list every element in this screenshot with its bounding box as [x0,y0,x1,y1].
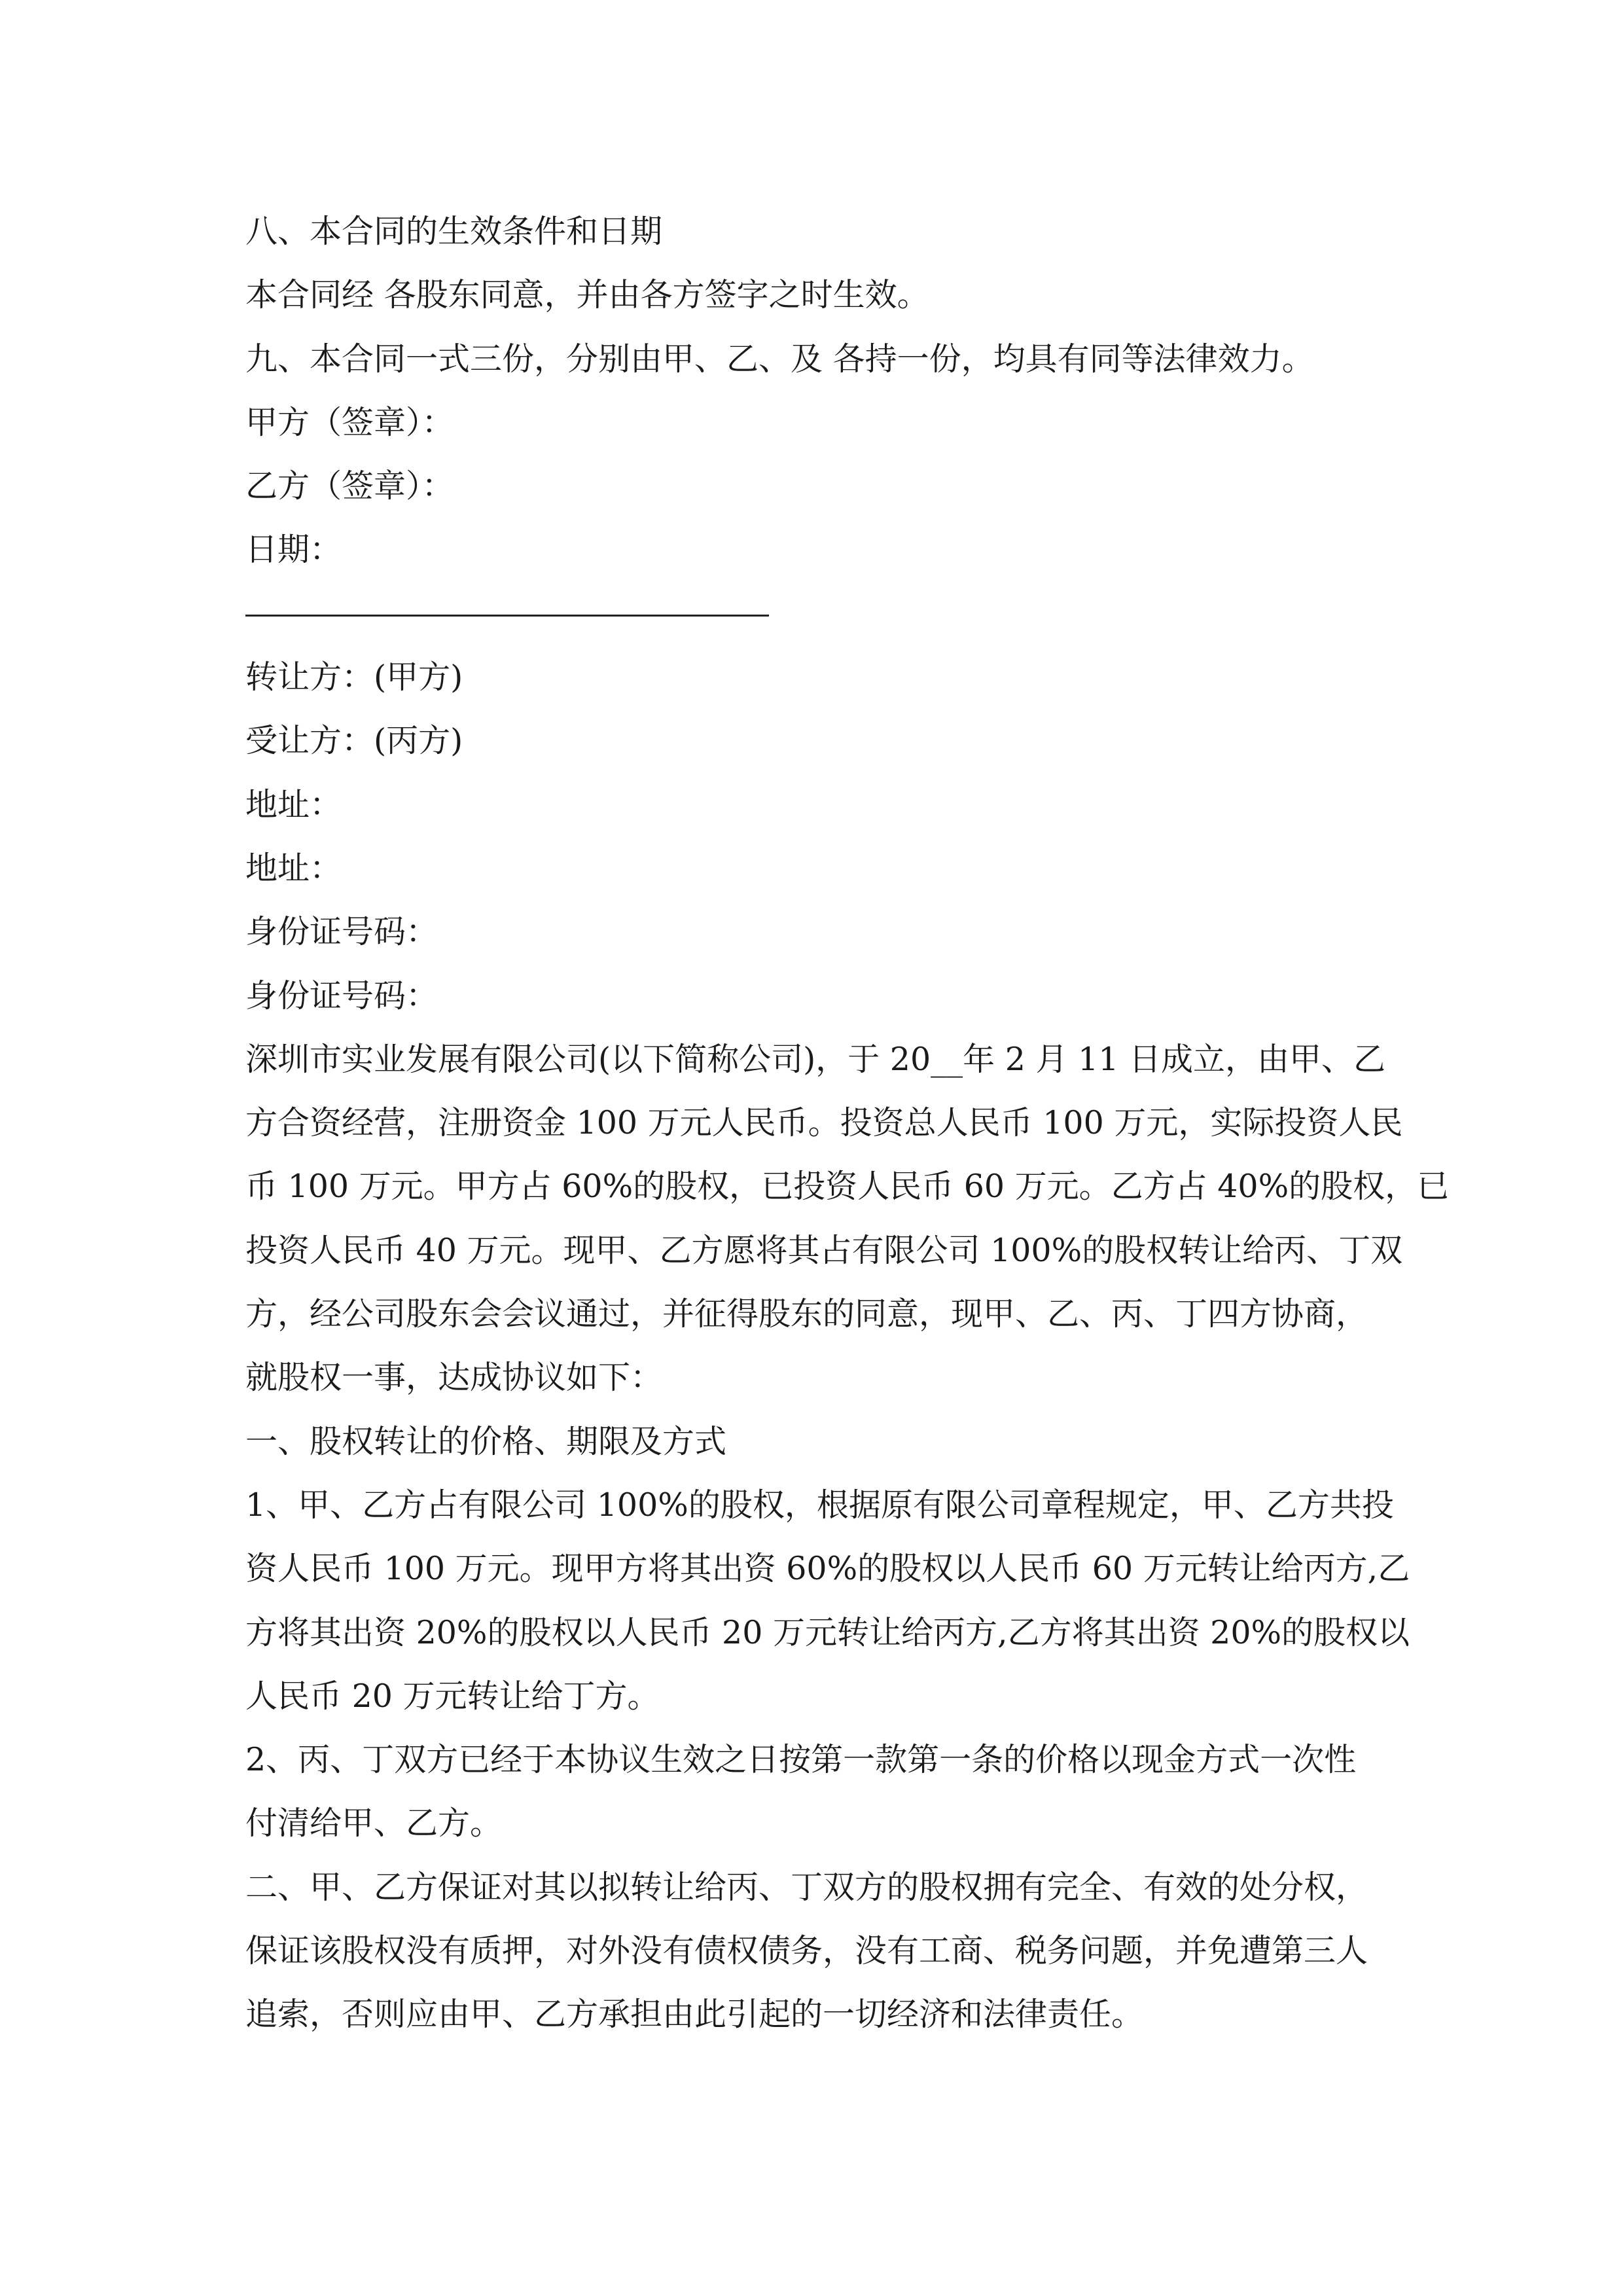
id-number-label-1: 身份证号码： [245,913,438,951]
clause-1-line: 资人民币 100 万元。现甲方将其出资 60%的股权以人民币 60 万元转让给丙方,乙 [245,1550,1410,1588]
section-divider [245,582,1387,645]
date-label: 日期： [245,531,342,569]
transferee-label: 受让方：(丙方) [245,722,463,760]
transferor-label: 转让方：(甲方) [245,658,463,696]
section-1-heading: 一、股权转让的价格、期限及方式 [245,1422,727,1460]
clause-2-line: 2、丙、丁双方已经于本协议生效之日按第一款第一条的价格以现金方式一次性 [245,1741,1357,1779]
clause-1-line: 1、甲、乙方占有限公司 100%的股权，根据原有限公司章程规定，甲、乙方共投 [245,1486,1394,1524]
party-a-signature-label: 甲方（签章）： [245,403,454,441]
party-b-signature-label: 乙方（签章）： [245,467,454,505]
intro-line: 投资人民币 40 万元。现甲、乙方愿将其占有限公司 100%的股权转让给丙、丁双 [245,1231,1403,1269]
id-number-label-2: 身份证号码： [245,977,438,1014]
clause-1-line: 方将其出资 20%的股权以人民币 20 万元转让给丙方,乙方将其出资 20%的股权以 [245,1613,1410,1651]
intro-line: 就股权一事，达成协议如下： [245,1359,663,1397]
clause-2-line: 付清给甲、乙方。 [245,1804,503,1842]
clause-1-paragraph [245,1473,1410,1728]
intro-line: 深圳市实业发展有限公司(以下简称公司)，于 20__年 2 月 11 日成立，由甲、乙 [245,1040,1385,1078]
section-2-paragraph [245,1856,1387,2047]
document-body [245,200,1450,2047]
address-label-1: 地址： [245,785,342,823]
section-2-line: 追索，否则应由甲、乙方承担由此引起的一切经济和法律责任。 [245,1996,1144,2034]
section-2-line: 保证该股权没有质押，对外没有债权债务，没有工商、税务问题，并免遭第三人 [245,1932,1368,1970]
clause-1-line: 人民币 20 万元转让给丁方。 [245,1677,660,1715]
intro-line: 方，经公司股东会会议通过，并征得股东的同意，现甲、乙、丙、丁四方协商， [245,1295,1368,1333]
section-8-heading: 八、本合同的生效条件和日期 [245,213,663,250]
intro-line: 币 100 万元。甲方占 60%的股权，已投资人民币 60 万元。乙方占 40%的股权，已 [245,1168,1450,1206]
intro-line: 方合资经营，注册资金 100 万元人民币。投资总人民币 100 万元，实际投资人民 [245,1104,1403,1142]
intro-paragraph [245,1028,1450,1410]
section-2-line: 二、甲、乙方保证对其以拟转让给丙、丁双方的股权拥有完全、有效的处分权， [245,1868,1368,1906]
section-9-copies: 九、本合同一式三份，分别由甲、乙、及 各持一份，均具有同等法律效力。 [245,340,1314,378]
clause-2-paragraph [245,1728,1387,1856]
address-label-2: 地址： [245,849,342,887]
effect-clause: 本合同经 各股东同意，并由各方签字之时生效。 [245,276,929,314]
